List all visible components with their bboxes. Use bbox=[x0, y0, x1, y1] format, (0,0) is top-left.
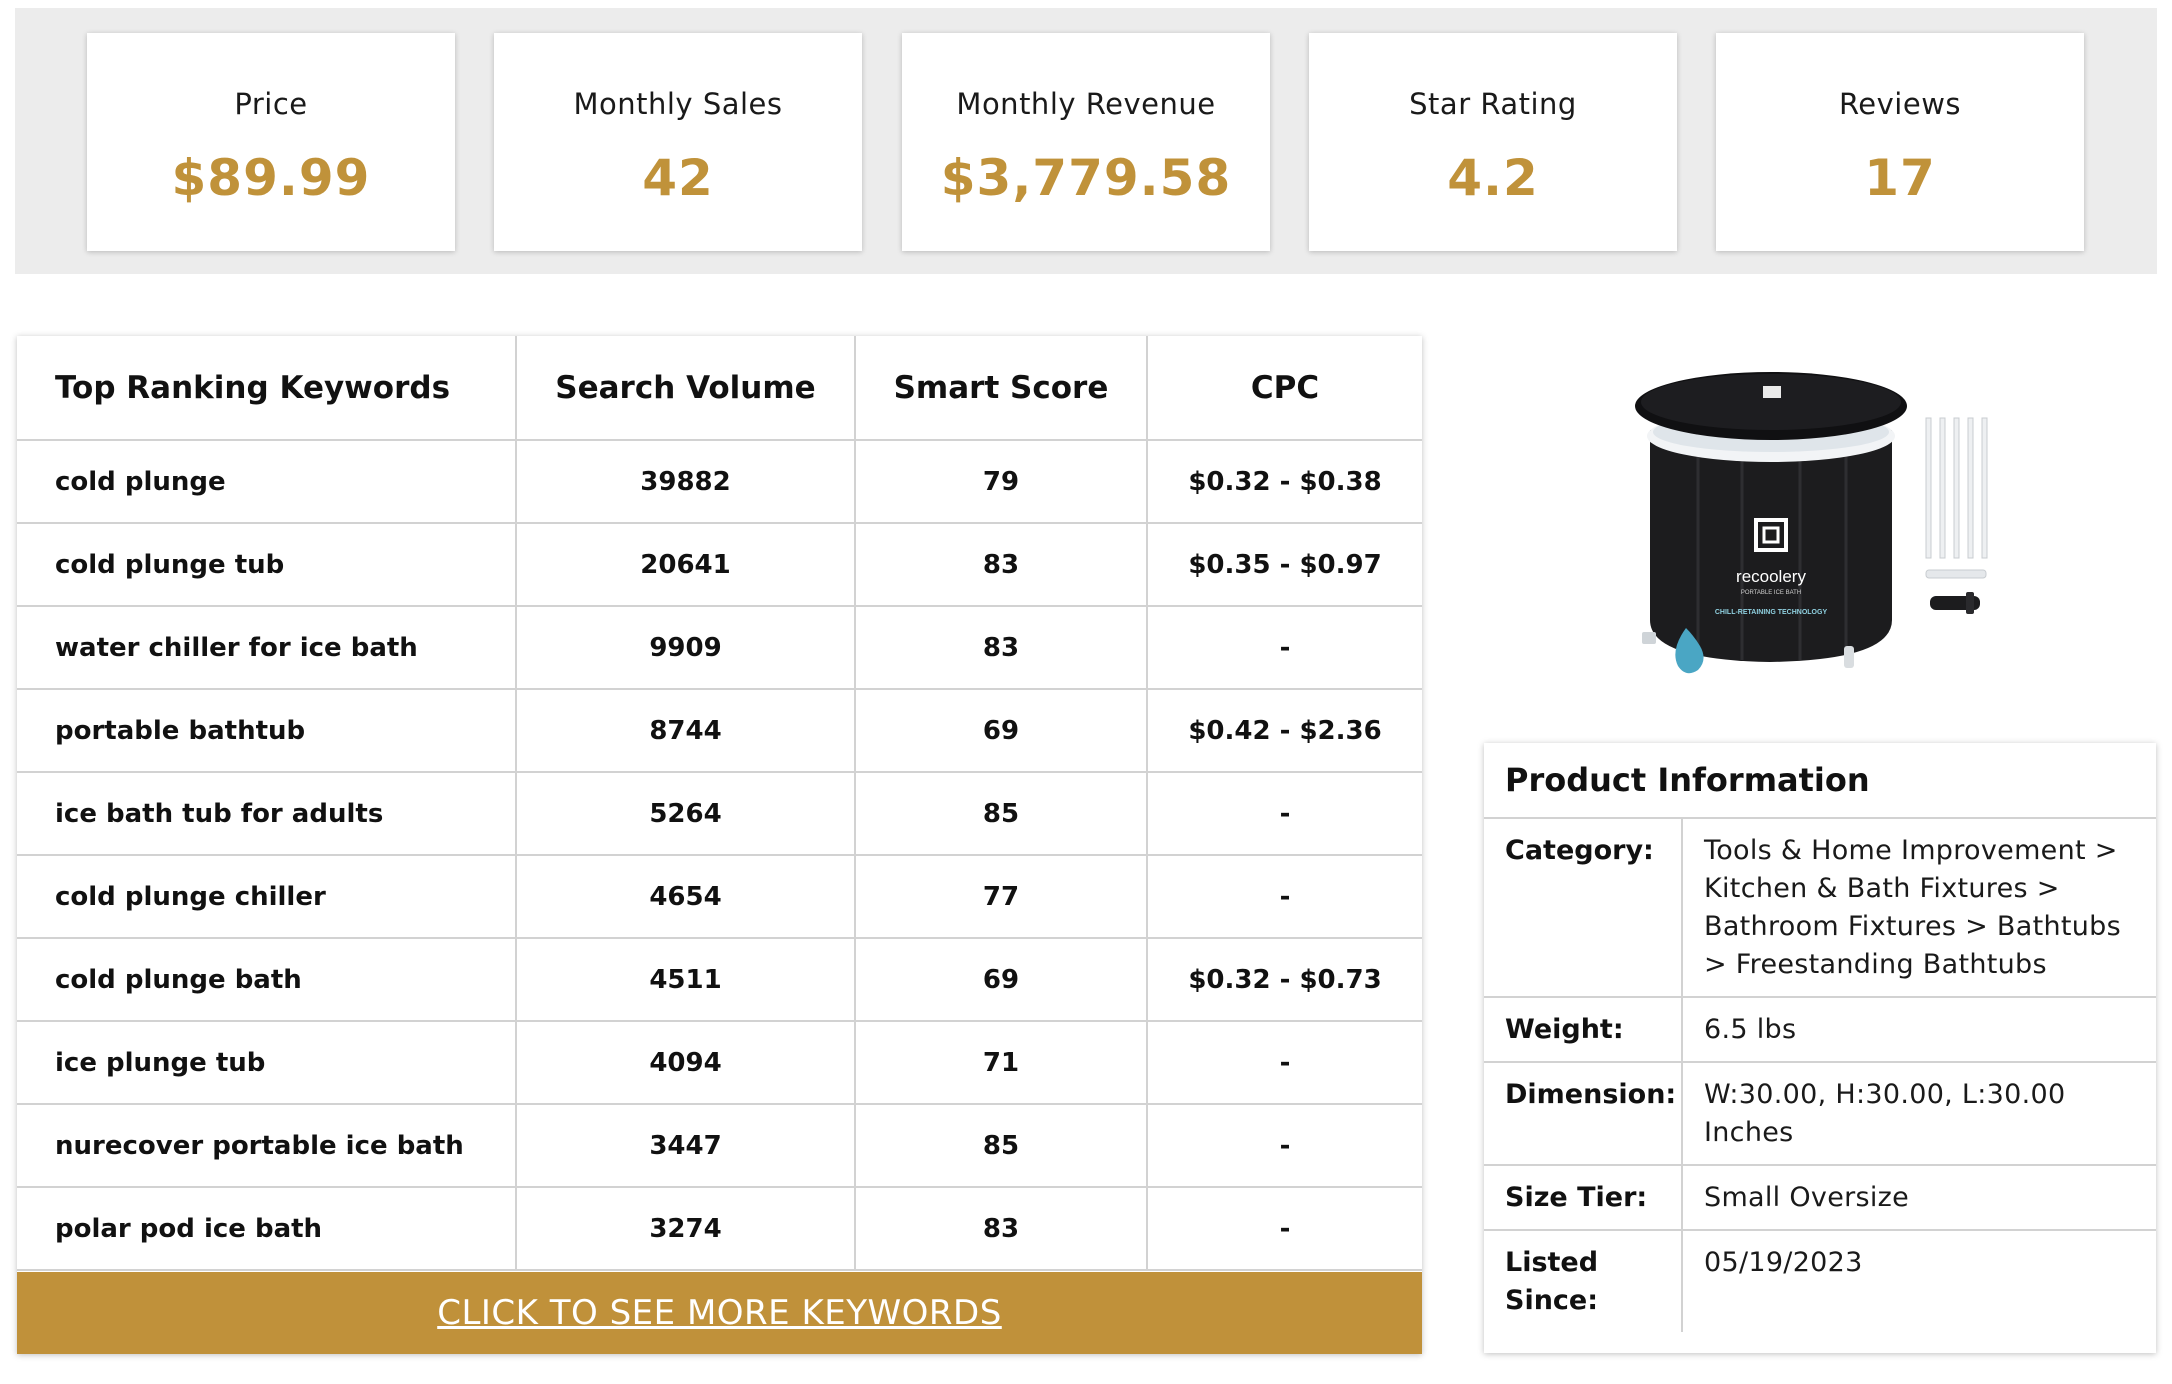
info-row-listed-since bbox=[1484, 1230, 2156, 1332]
search-volume-cell: 20641 bbox=[516, 523, 855, 606]
table-row bbox=[17, 772, 1422, 855]
keyword-cell: cold plunge bath bbox=[17, 938, 516, 1021]
stat-card-reviews bbox=[1716, 33, 2084, 251]
table-header-row bbox=[17, 336, 1422, 440]
brand-name-text: recoolery bbox=[1736, 567, 1806, 586]
cpc-cell: - bbox=[1147, 772, 1422, 855]
stat-label: Monthly Revenue bbox=[956, 87, 1216, 121]
stat-card-monthly-revenue bbox=[902, 33, 1270, 251]
smart-score-cell: 83 bbox=[855, 606, 1147, 689]
info-row-category bbox=[1484, 819, 2156, 997]
keyword-cell: ice bath tub for adults bbox=[17, 772, 516, 855]
search-volume-cell: 3447 bbox=[516, 1104, 855, 1187]
info-value: Tools & Home Improvement > Kitchen & Bath Fixtures > Bathroom Fixtures > Bathtubs > Freestanding Bathtubs bbox=[1682, 819, 2156, 997]
smart-score-cell: 77 bbox=[855, 855, 1147, 938]
smart-score-cell: 79 bbox=[855, 440, 1147, 523]
table-row bbox=[17, 440, 1422, 523]
more-keywords-bar[interactable] bbox=[17, 1272, 1422, 1354]
info-row-weight bbox=[1484, 997, 2156, 1062]
info-key: Listed Since: bbox=[1484, 1230, 1682, 1332]
table-row bbox=[17, 855, 1422, 938]
header-search-volume: Search Volume bbox=[516, 336, 855, 440]
table-row bbox=[17, 938, 1422, 1021]
info-row-dimension bbox=[1484, 1062, 2156, 1165]
stat-value: $89.99 bbox=[171, 149, 371, 207]
product-info-panel bbox=[1484, 743, 2156, 1353]
cpc-cell: - bbox=[1147, 855, 1422, 938]
search-volume-cell: 4511 bbox=[516, 938, 855, 1021]
keywords-table bbox=[17, 336, 1422, 1271]
table-row bbox=[17, 1021, 1422, 1104]
badge-text: CHILL-RETAINING TECHNOLOGY bbox=[1714, 609, 1828, 616]
cpc-cell: - bbox=[1147, 606, 1422, 689]
cpc-cell: $0.32 - $0.38 bbox=[1147, 440, 1422, 523]
stats-band bbox=[15, 8, 2157, 274]
smart-score-cell: 85 bbox=[855, 772, 1147, 855]
keyword-cell: portable bathtub bbox=[17, 689, 516, 772]
info-value: 05/19/2023 bbox=[1704, 1247, 1863, 1278]
search-volume-cell: 3274 bbox=[516, 1187, 855, 1270]
stat-label: Price bbox=[234, 87, 308, 121]
search-volume-cell: 5264 bbox=[516, 772, 855, 855]
keyword-cell: polar pod ice bath bbox=[17, 1187, 516, 1270]
search-volume-cell: 8744 bbox=[516, 689, 855, 772]
cpc-cell: - bbox=[1147, 1021, 1422, 1104]
product-info-table bbox=[1484, 819, 2156, 1332]
header-smart-score: Smart Score bbox=[855, 336, 1147, 440]
keyword-cell: cold plunge bbox=[17, 440, 516, 523]
brand-tagline-text: PORTABLE ICE BATH bbox=[1740, 590, 1802, 596]
keyword-cell: nurecover portable ice bath bbox=[17, 1104, 516, 1187]
more-keywords-link[interactable]: CLICK TO SEE MORE KEYWORDS bbox=[437, 1293, 1002, 1333]
stat-value: 42 bbox=[642, 149, 714, 207]
cpc-cell: - bbox=[1147, 1187, 1422, 1270]
smart-score-cell: 83 bbox=[855, 1187, 1147, 1270]
stat-card-price bbox=[87, 33, 455, 251]
stat-card-star-rating bbox=[1309, 33, 1677, 251]
keyword-cell: ice plunge tub bbox=[17, 1021, 516, 1104]
portable-ice-bath-illustration bbox=[1630, 370, 2010, 710]
cpc-cell: $0.35 - $0.97 bbox=[1147, 523, 1422, 606]
cpc-cell: $0.32 - $0.73 bbox=[1147, 938, 1422, 1021]
stat-label: Monthly Sales bbox=[573, 87, 783, 121]
smart-score-cell: 85 bbox=[855, 1104, 1147, 1187]
info-key: Dimension: bbox=[1484, 1062, 1682, 1165]
search-volume-cell: 39882 bbox=[516, 440, 855, 523]
search-volume-cell: 4094 bbox=[516, 1021, 855, 1104]
smart-score-cell: 69 bbox=[855, 938, 1147, 1021]
stat-value: 4.2 bbox=[1447, 149, 1539, 207]
header-cpc: CPC bbox=[1147, 336, 1422, 440]
stat-value: 17 bbox=[1864, 149, 1936, 207]
smart-score-cell: 83 bbox=[855, 523, 1147, 606]
search-volume-cell: 4654 bbox=[516, 855, 855, 938]
product-image bbox=[1630, 370, 2010, 710]
keyword-cell: water chiller for ice bath bbox=[17, 606, 516, 689]
stat-label: Reviews bbox=[1838, 87, 1962, 121]
lid-logo-icon bbox=[1763, 386, 1781, 398]
cpc-cell: - bbox=[1147, 1104, 1422, 1187]
stat-value: $3,779.58 bbox=[940, 149, 1232, 207]
info-row-size-tier bbox=[1484, 1165, 2156, 1230]
info-key: Size Tier: bbox=[1484, 1165, 1682, 1230]
info-value: W:30.00, H:30.00, L:30.00 Inches bbox=[1682, 1062, 2156, 1165]
keyword-cell: cold plunge chiller bbox=[17, 855, 516, 938]
stat-card-monthly-sales bbox=[494, 33, 862, 251]
table-row bbox=[17, 1104, 1422, 1187]
keywords-panel bbox=[17, 336, 1422, 1354]
cpc-cell: $0.42 - $2.36 bbox=[1147, 689, 1422, 772]
table-row bbox=[17, 689, 1422, 772]
info-value: Small Oversize bbox=[1682, 1165, 2156, 1230]
info-key: Category: bbox=[1484, 819, 1682, 997]
info-key: Weight: bbox=[1484, 997, 1682, 1062]
smart-score-cell: 71 bbox=[855, 1021, 1147, 1104]
product-info-title: Product Information bbox=[1484, 743, 2156, 819]
keyword-cell: cold plunge tub bbox=[17, 523, 516, 606]
header-keywords: Top Ranking Keywords bbox=[17, 336, 516, 440]
table-row bbox=[17, 523, 1422, 606]
table-row bbox=[17, 606, 1422, 689]
search-volume-cell: 9909 bbox=[516, 606, 855, 689]
info-value: 6.5 lbs bbox=[1682, 997, 2156, 1062]
stat-label: Star Rating bbox=[1409, 87, 1577, 121]
smart-score-cell: 69 bbox=[855, 689, 1147, 772]
table-row bbox=[17, 1187, 1422, 1270]
